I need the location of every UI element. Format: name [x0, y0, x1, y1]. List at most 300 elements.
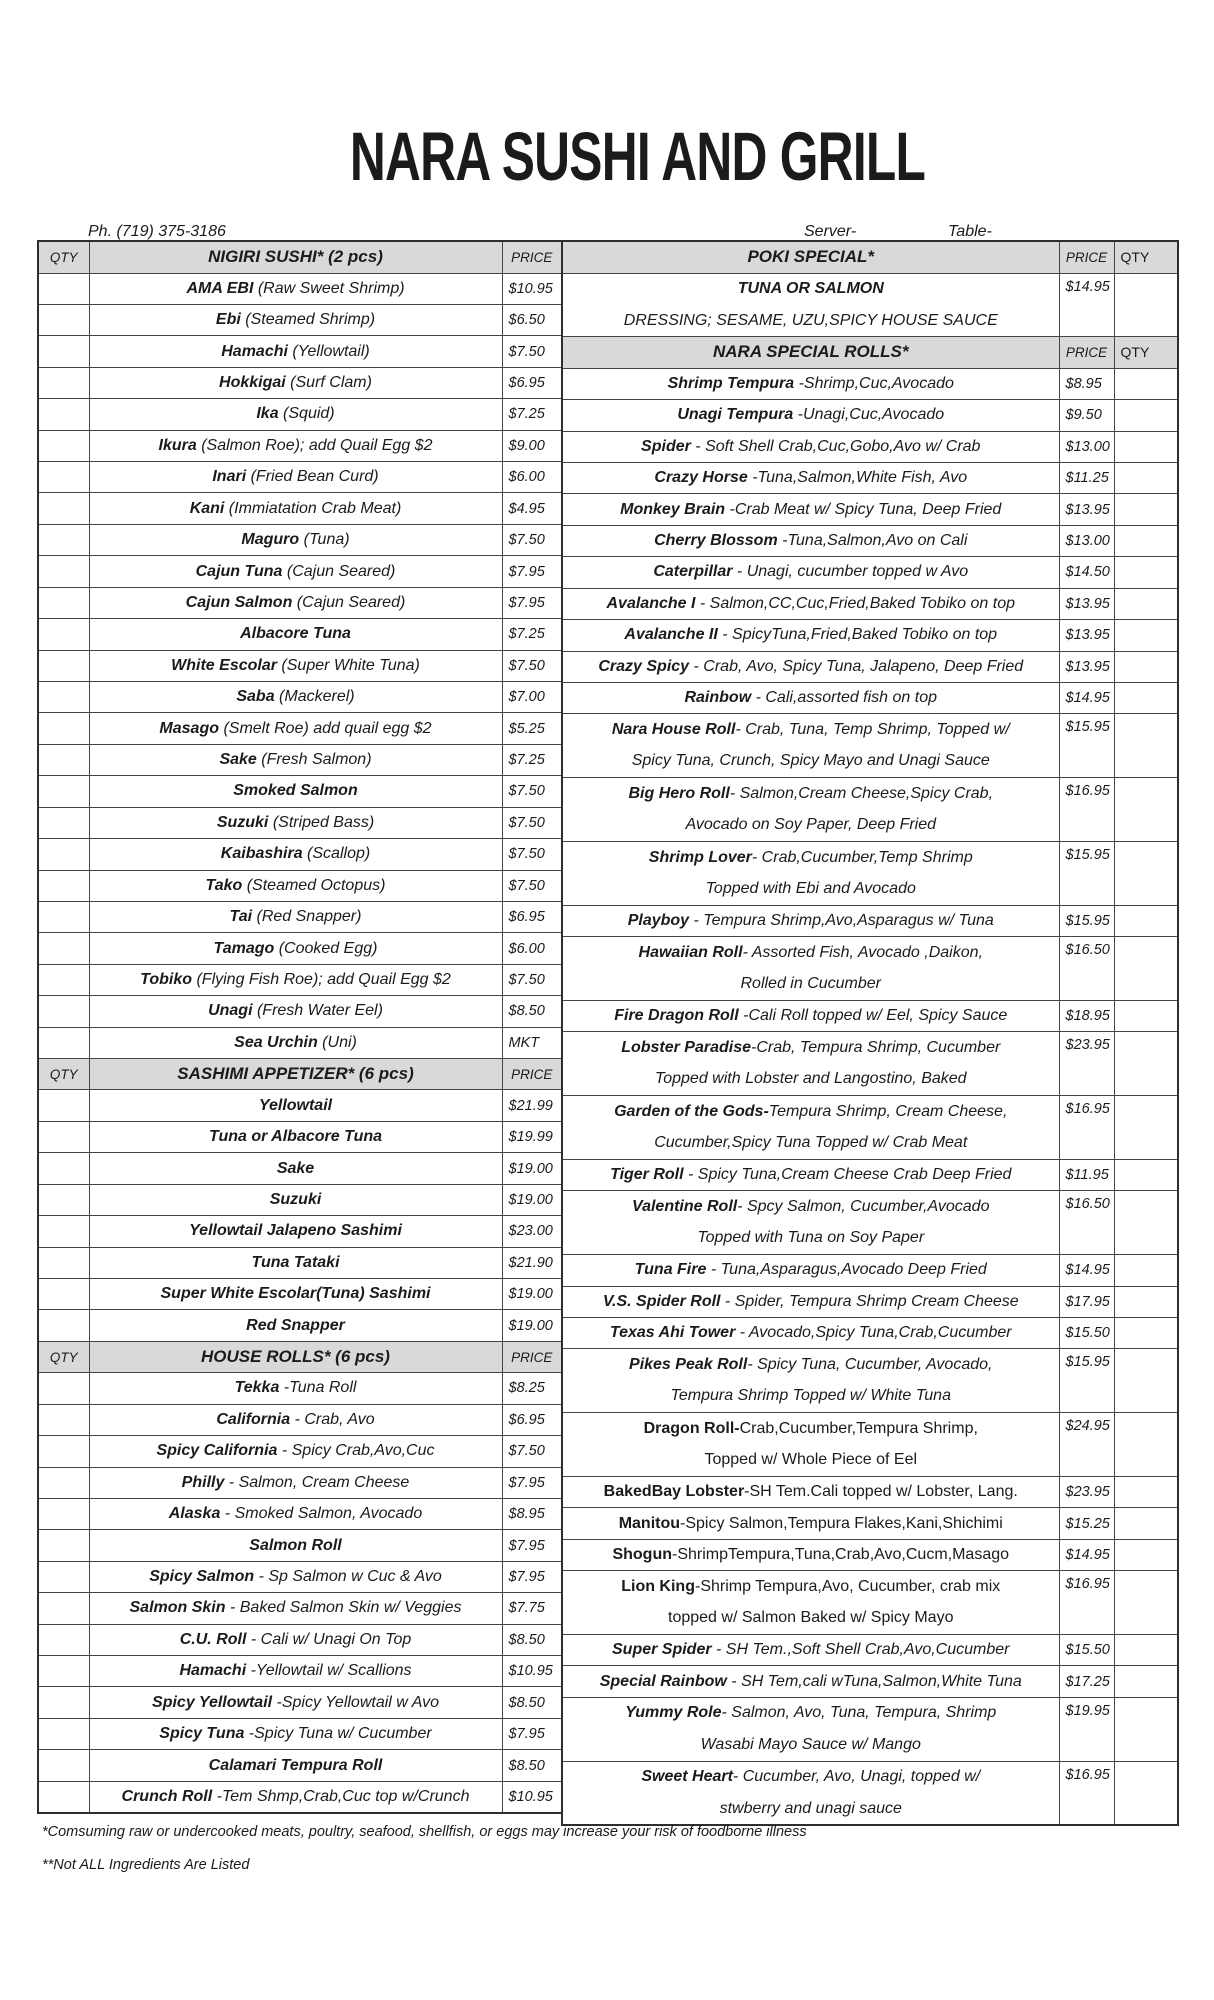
menu-item-row — [38, 1373, 562, 1404]
item-name: Calamari Tempura Roll — [208, 1756, 383, 1774]
item-desc: (Raw Sweet Shrimp) — [253, 279, 405, 297]
qty-input-cell[interactable] — [38, 964, 89, 995]
price-cell: $17.95 — [1059, 1286, 1114, 1317]
item-name-cell — [89, 493, 502, 524]
price-cell: $7.50 — [502, 336, 562, 367]
item-name: Hokkigai — [219, 373, 286, 391]
qty-input-cell[interactable] — [38, 1718, 89, 1749]
menu-item-row — [38, 430, 562, 461]
item-desc: -Unagi,Cuc,Avocado — [793, 406, 945, 424]
qty-input-cell[interactable] — [38, 399, 89, 430]
qty-input-cell[interactable] — [38, 1498, 89, 1529]
menu-item-row — [38, 1121, 562, 1152]
item-name-cell — [562, 937, 1059, 1001]
price-cell: $7.75 — [502, 1593, 562, 1624]
item-desc: (Scallop) — [302, 845, 371, 863]
price-cell: $13.95 — [1059, 588, 1114, 619]
menu-item-row — [38, 933, 562, 964]
price-cell: $8.25 — [502, 1373, 562, 1404]
item-desc: (Cajun Seared) — [282, 562, 396, 580]
item-name-cell — [562, 620, 1059, 651]
qty-input-cell[interactable] — [1114, 1000, 1178, 1031]
price-cell: $16.95 — [1059, 1761, 1114, 1825]
qty-input-cell[interactable] — [1114, 400, 1178, 431]
qty-input-cell[interactable] — [38, 1687, 89, 1718]
qty-input-cell[interactable] — [1114, 1697, 1178, 1761]
price-cell: $6.00 — [502, 933, 562, 964]
item-name: Unagi Tempura — [677, 406, 794, 424]
item-name: Big Hero Roll — [628, 784, 730, 802]
qty-input-cell[interactable] — [1114, 1539, 1178, 1570]
item-desc: (Fresh Water Eel) — [252, 1002, 383, 1020]
qty-input-cell[interactable] — [38, 462, 89, 493]
item-name: Albacore Tuna — [240, 625, 351, 643]
price-cell: $7.25 — [502, 399, 562, 430]
section-title: SASHIMI APPETIZER* (6 pcs) — [89, 1059, 502, 1090]
qty-input-cell[interactable] — [38, 1153, 89, 1184]
item-desc: (Squid) — [278, 405, 335, 423]
menu-item-row — [38, 1530, 562, 1561]
price-cell: $8.95 — [1059, 368, 1114, 399]
qty-input-cell[interactable] — [1114, 1317, 1178, 1348]
item-desc-line2: Spicy Tuna, Crunch, Spicy Mayo and Unagi Sauce — [631, 752, 990, 770]
item-name-cell — [89, 399, 502, 430]
price-cell: $15.95 — [1059, 714, 1114, 778]
qty-input-cell[interactable] — [1114, 1666, 1178, 1697]
menu-item-row — [38, 1718, 562, 1749]
qty-input-cell[interactable] — [1114, 778, 1178, 842]
item-name: Suzuki — [216, 813, 269, 831]
item-desc: - Spicy Tuna,Cream Cheese Crab Deep Fried — [683, 1166, 1012, 1184]
qty-input-cell[interactable] — [38, 681, 89, 712]
item-name: Tako — [205, 876, 243, 894]
menu-item-row — [38, 1216, 562, 1247]
price-cell: $8.50 — [502, 1750, 562, 1781]
item-name: Spicy California — [156, 1442, 278, 1460]
item-name: Cherry Blossom — [654, 532, 778, 550]
item-desc: -Yellowtail w/ Scallions — [246, 1662, 412, 1680]
price-cell: $15.95 — [1059, 1349, 1114, 1413]
price-cell: $8.50 — [502, 1687, 562, 1718]
item-desc-line2: Wasabi Mayo Sauce w/ Mango — [700, 1735, 921, 1753]
item-name: Cajun Tuna — [195, 562, 283, 580]
item-name-cell — [89, 1687, 502, 1718]
item-desc: - Avocado,Spicy Tuna,Crab,Cucumber — [735, 1324, 1012, 1342]
qty-input-cell[interactable] — [38, 1624, 89, 1655]
item-desc: -Tuna Roll — [279, 1379, 357, 1397]
qty-input-cell[interactable] — [1114, 1255, 1178, 1286]
item-desc: - Spcy Salmon, Cucumber,Avocado — [737, 1197, 990, 1215]
qty-input-cell[interactable] — [1114, 1571, 1178, 1635]
item-name: Sake — [219, 751, 257, 769]
item-name: Smoked Salmon — [233, 782, 358, 800]
section-title: NARA SPECIAL ROLLS* — [562, 337, 1059, 368]
qty-input-cell[interactable] — [1114, 1761, 1178, 1825]
item-desc: -Tuna,Salmon,Avo on Cali — [777, 532, 968, 550]
qty-input-cell[interactable] — [1114, 1191, 1178, 1255]
qty-input-cell[interactable] — [1114, 1159, 1178, 1190]
item-desc: - Smoked Salmon, Avocado — [220, 1505, 423, 1523]
qty-input-cell[interactable] — [1114, 494, 1178, 525]
menu-item-row — [38, 1090, 562, 1121]
price-cell: $7.50 — [502, 776, 562, 807]
price-cell: $7.00 — [502, 681, 562, 712]
item-desc: - Unagi, cucumber topped w Avo — [732, 563, 969, 581]
item-name: Rainbow — [684, 689, 752, 707]
section-header-row — [38, 241, 562, 273]
item-desc: - Baked Salmon Skin w/ Veggies — [225, 1599, 462, 1617]
item-desc: - Cali,assorted fish on top — [751, 689, 938, 707]
item-desc-line2: Topped with Ebi and Avocado — [705, 879, 916, 897]
qty-input-cell[interactable] — [1114, 651, 1178, 682]
item-name-cell — [89, 1121, 502, 1152]
item-desc-line2: Topped with Tuna on Soy Paper — [697, 1229, 925, 1247]
qty-input-cell[interactable] — [38, 1781, 89, 1812]
qty-input-cell[interactable] — [38, 1436, 89, 1467]
price-cell: $9.50 — [1059, 400, 1114, 431]
item-name: Ebi — [215, 311, 241, 329]
menu-item-row — [38, 1247, 562, 1278]
menu-item-row — [562, 400, 1178, 431]
qty-input-cell[interactable] — [38, 1530, 89, 1561]
price-cell: $6.95 — [502, 1404, 562, 1435]
menu-item-row — [562, 1761, 1178, 1825]
qty-input-cell[interactable] — [1114, 368, 1178, 399]
item-name: Lion King — [621, 1577, 695, 1595]
qty-input-cell[interactable] — [38, 996, 89, 1027]
qty-header-cell: QTY — [1114, 337, 1178, 368]
qty-input-cell[interactable] — [38, 1467, 89, 1498]
item-name: Suzuki — [269, 1190, 322, 1208]
qty-input-cell[interactable] — [38, 587, 89, 618]
menu-item-row — [38, 1467, 562, 1498]
qty-input-cell[interactable] — [38, 1216, 89, 1247]
item-name-cell — [89, 1373, 502, 1404]
menu-item-row — [562, 1286, 1178, 1317]
qty-input-cell[interactable] — [38, 1656, 89, 1687]
qty-input-cell[interactable] — [38, 493, 89, 524]
menu-item-row — [38, 1781, 562, 1812]
item-name-cell — [89, 304, 502, 335]
qty-input-cell[interactable] — [1114, 1349, 1178, 1413]
qty-input-cell[interactable] — [38, 304, 89, 335]
qty-input-cell[interactable] — [38, 619, 89, 650]
item-name: Masago — [159, 719, 219, 737]
item-desc: - Crab, Avo — [290, 1410, 375, 1428]
qty-input-cell[interactable] — [38, 556, 89, 587]
menu-item-row — [38, 744, 562, 775]
qty-header-cell: QTY — [38, 241, 89, 273]
menu-item-row — [562, 1413, 1178, 1477]
item-name: Tobiko — [140, 970, 193, 988]
item-name: Hamachi — [179, 1662, 247, 1680]
item-desc: (Striped Bass) — [268, 813, 375, 831]
qty-input-cell[interactable] — [38, 1121, 89, 1152]
qty-input-cell[interactable] — [1114, 1032, 1178, 1096]
item-line1 — [567, 778, 1055, 809]
qty-input-cell[interactable] — [38, 870, 89, 901]
item-name-cell — [89, 1718, 502, 1749]
section-header-row — [562, 337, 1178, 368]
item-desc: (Super White Tuna) — [276, 656, 420, 674]
price-cell: $7.95 — [502, 1467, 562, 1498]
section-title: HOUSE ROLLS* (6 pcs) — [89, 1341, 502, 1372]
qty-input-cell[interactable] — [38, 839, 89, 870]
price-cell: $19.99 — [502, 1121, 562, 1152]
item-name: Red Snapper — [246, 1316, 345, 1334]
price-cell: $10.95 — [502, 1656, 562, 1687]
item-desc-line2: stwberry and unagi sauce — [719, 1799, 902, 1817]
item-name: V.S. Spider Roll — [602, 1292, 721, 1310]
menu-item-row — [562, 841, 1178, 905]
section-header-row — [38, 1059, 562, 1090]
item-desc: Tempura Shrimp, Cream Cheese, — [768, 1102, 1008, 1120]
item-name-cell — [562, 1508, 1059, 1539]
item-name-cell — [89, 336, 502, 367]
qty-input-cell[interactable] — [1114, 620, 1178, 651]
item-name-cell — [89, 1247, 502, 1278]
qty-input-cell[interactable] — [1114, 1286, 1178, 1317]
qty-input-cell[interactable] — [38, 1247, 89, 1278]
qty-input-cell[interactable] — [1114, 1413, 1178, 1477]
menu-item-row — [38, 524, 562, 555]
item-line1 — [567, 1032, 1055, 1063]
qty-input-cell[interactable] — [38, 1027, 89, 1058]
qty-input-cell[interactable] — [1114, 1096, 1178, 1160]
item-desc-line2: Topped with Lobster and Langostino, Baked — [654, 1070, 967, 1088]
price-cell: $8.95 — [502, 1498, 562, 1529]
item-name: Tekka — [234, 1379, 280, 1397]
price-cell: $19.00 — [502, 1184, 562, 1215]
price-cell: $7.25 — [502, 619, 562, 650]
item-name-cell — [562, 368, 1059, 399]
qty-input-cell[interactable] — [38, 430, 89, 461]
item-name-cell — [89, 1781, 502, 1812]
left-table-body — [38, 241, 562, 1813]
item-line1 — [567, 714, 1055, 745]
price-cell: $8.50 — [502, 996, 562, 1027]
qty-input-cell[interactable] — [38, 336, 89, 367]
qty-input-cell[interactable] — [1114, 588, 1178, 619]
item-name-cell — [89, 1467, 502, 1498]
footnote-ingredients: **Not ALL Ingredients Are Listed — [42, 1857, 250, 1873]
qty-input-cell[interactable] — [38, 901, 89, 932]
price-cell: $9.00 — [502, 430, 562, 461]
item-name: Ika — [256, 405, 279, 423]
price-cell: $15.50 — [1059, 1317, 1114, 1348]
qty-input-cell[interactable] — [38, 273, 89, 304]
price-cell: $14.95 — [1059, 682, 1114, 713]
price-cell: $7.50 — [502, 964, 562, 995]
qty-input-cell[interactable] — [1114, 431, 1178, 462]
qty-input-cell[interactable] — [38, 1750, 89, 1781]
price-cell: $23.00 — [502, 1216, 562, 1247]
qty-input-cell[interactable] — [1114, 273, 1178, 337]
item-name: California — [216, 1410, 291, 1428]
item-name: Valentine Roll — [632, 1197, 738, 1215]
menu-item-row — [562, 1508, 1178, 1539]
menu-item-row — [562, 1571, 1178, 1635]
item-name: Spicy Yellowtail — [152, 1693, 273, 1711]
item-name-cell — [562, 1255, 1059, 1286]
menu-item-row — [38, 996, 562, 1027]
menu-item-row — [562, 651, 1178, 682]
menu-item-row — [562, 1000, 1178, 1031]
item-desc: -ShrimpTempura,Tuna,Crab,Avo,Cucm,Masago — [672, 1545, 1010, 1563]
menu-item-row — [38, 1624, 562, 1655]
restaurant-title-text: NARA SUSHI AND GRILL — [350, 117, 926, 195]
menu-item-row — [38, 399, 562, 430]
item-name: Unagi — [208, 1002, 253, 1020]
menu-item-row — [562, 462, 1178, 493]
qty-input-cell[interactable] — [38, 1593, 89, 1624]
item-name: Tuna Tataki — [251, 1253, 340, 1271]
price-cell: $10.95 — [502, 1781, 562, 1812]
item-name-cell — [89, 619, 502, 650]
item-line1 — [567, 1191, 1055, 1222]
qty-input-cell[interactable] — [1114, 1476, 1178, 1507]
item-name-cell — [89, 1090, 502, 1121]
item-desc-line2: Cucumber,Spicy Tuna Topped w/ Crab Meat — [654, 1134, 968, 1152]
qty-input-cell[interactable] — [38, 807, 89, 838]
item-name-cell — [562, 1571, 1059, 1635]
qty-input-cell[interactable] — [38, 713, 89, 744]
item-name: Crunch Roll — [121, 1787, 213, 1805]
item-desc: (Surf Clam) — [285, 373, 372, 391]
menu-item-row — [38, 493, 562, 524]
item-desc: - Soft Shell Crab,Cuc,Gobo,Avo w/ Crab — [690, 437, 981, 455]
menu-item-row — [562, 431, 1178, 462]
menu-item-row — [38, 807, 562, 838]
menu-item-row — [38, 776, 562, 807]
menu-item-row — [562, 1032, 1178, 1096]
item-name-cell — [89, 713, 502, 744]
qty-input-cell[interactable] — [1114, 841, 1178, 905]
item-desc-line2: Avocado on Soy Paper, Deep Fried — [685, 816, 937, 834]
price-cell: $13.00 — [1059, 431, 1114, 462]
section-title: POKI SPECIAL* — [562, 241, 1059, 273]
menu-item-row — [562, 1634, 1178, 1665]
price-cell: $7.25 — [502, 744, 562, 775]
item-name: Dragon Roll- — [643, 1419, 740, 1437]
item-name-cell — [562, 1666, 1059, 1697]
qty-input-cell[interactable] — [38, 367, 89, 398]
menu-item-row — [562, 620, 1178, 651]
menu-item-row — [562, 682, 1178, 713]
item-name: Sake — [276, 1159, 315, 1177]
qty-input-cell[interactable] — [1114, 557, 1178, 588]
item-desc: -Tem Shmp,Crab,Cuc top w/Crunch — [212, 1787, 470, 1805]
qty-input-cell[interactable] — [1114, 462, 1178, 493]
price-cell: $5.25 — [502, 713, 562, 744]
item-line1 — [567, 1571, 1055, 1602]
item-name: BakedBay Lobster — [603, 1483, 745, 1501]
menu-item-row — [38, 462, 562, 493]
price-cell: $15.95 — [1059, 841, 1114, 905]
item-desc: - Crab, Tuna, Temp Shrimp, Topped w/ — [735, 721, 1010, 739]
menu-item-row — [38, 650, 562, 681]
item-name: Playboy — [627, 911, 690, 929]
price-cell: $17.25 — [1059, 1666, 1114, 1697]
item-desc: - SH Tem,cali wTuna,Salmon,White Tuna — [726, 1672, 1022, 1690]
menu-item-row — [38, 1279, 562, 1310]
qty-input-cell[interactable] — [38, 524, 89, 555]
menu-item-row — [38, 1593, 562, 1624]
item-name: Spicy Salmon — [149, 1568, 255, 1585]
qty-input-cell[interactable] — [38, 1090, 89, 1121]
item-name: Yummy Role — [625, 1704, 722, 1722]
item-name: Manitou — [618, 1514, 681, 1532]
item-name: Garden of the Gods- — [614, 1102, 769, 1120]
price-cell: $6.95 — [502, 367, 562, 398]
qty-input-cell[interactable] — [38, 650, 89, 681]
qty-input-cell[interactable] — [38, 1184, 89, 1215]
qty-input-cell[interactable] — [1114, 1508, 1178, 1539]
qty-input-cell[interactable] — [1114, 905, 1178, 936]
menu-item-row — [562, 368, 1178, 399]
menu-item-row — [38, 1498, 562, 1529]
item-name: Monkey Brain — [620, 500, 726, 518]
item-line1 — [567, 937, 1055, 968]
qty-input-cell[interactable] — [38, 1404, 89, 1435]
item-desc: - SpicyTuna,Fried,Baked Tobiko on top — [717, 626, 998, 644]
qty-input-cell[interactable] — [1114, 525, 1178, 556]
item-name: Inari — [212, 468, 247, 486]
qty-input-cell[interactable] — [38, 1310, 89, 1341]
qty-input-cell[interactable] — [38, 933, 89, 964]
section-title: NIGIRI SUSHI* (2 pcs) — [89, 241, 502, 273]
item-name-cell — [562, 273, 1059, 337]
item-name-cell — [562, 1032, 1059, 1096]
qty-input-cell[interactable] — [38, 1373, 89, 1404]
item-name-cell — [562, 1159, 1059, 1190]
qty-input-cell[interactable] — [38, 744, 89, 775]
qty-input-cell[interactable] — [1114, 937, 1178, 1001]
price-cell: $19.00 — [502, 1153, 562, 1184]
menu-item-row — [38, 901, 562, 932]
item-name-cell — [89, 1310, 502, 1341]
item-name: Spicy Tuna — [159, 1725, 245, 1743]
item-desc: - Salmon,Cream Cheese,Spicy Crab, — [729, 784, 994, 802]
price-cell: $7.50 — [502, 650, 562, 681]
item-name: Maguro — [241, 531, 300, 549]
qty-input-cell[interactable] — [38, 776, 89, 807]
item-desc: Crab,Cucumber,Tempura Shrimp, — [739, 1419, 978, 1437]
menu-item-row — [562, 494, 1178, 525]
price-cell: $7.95 — [502, 587, 562, 618]
price-cell: $15.25 — [1059, 1508, 1114, 1539]
item-desc: -Crab, Tempura Shrimp, Cucumber — [751, 1039, 1001, 1056]
item-desc: -Tuna,Salmon,White Fish, Avo — [747, 469, 968, 487]
item-name-cell — [562, 1349, 1059, 1413]
price-cell: $13.00 — [1059, 525, 1114, 556]
item-desc: - Salmon, Cream Cheese — [224, 1473, 410, 1491]
qty-input-cell[interactable] — [1114, 682, 1178, 713]
table-label: Table- — [948, 223, 992, 240]
qty-input-cell[interactable] — [1114, 1634, 1178, 1665]
price-cell: $19.95 — [1059, 1697, 1114, 1761]
qty-input-cell[interactable] — [38, 1279, 89, 1310]
qty-input-cell[interactable] — [1114, 714, 1178, 778]
item-desc: - Spicy Tuna, Cucumber, Avocado, — [747, 1356, 993, 1374]
item-name-cell — [89, 1530, 502, 1561]
menu-item-row — [38, 556, 562, 587]
qty-input-cell[interactable] — [38, 1561, 89, 1592]
item-name: Sweet Heart — [641, 1768, 733, 1786]
item-name-cell — [562, 1191, 1059, 1255]
item-desc: -Spicy Salmon,Tempura Flakes,Kani,Shichimi — [680, 1514, 1003, 1532]
item-line1 — [567, 274, 1055, 305]
